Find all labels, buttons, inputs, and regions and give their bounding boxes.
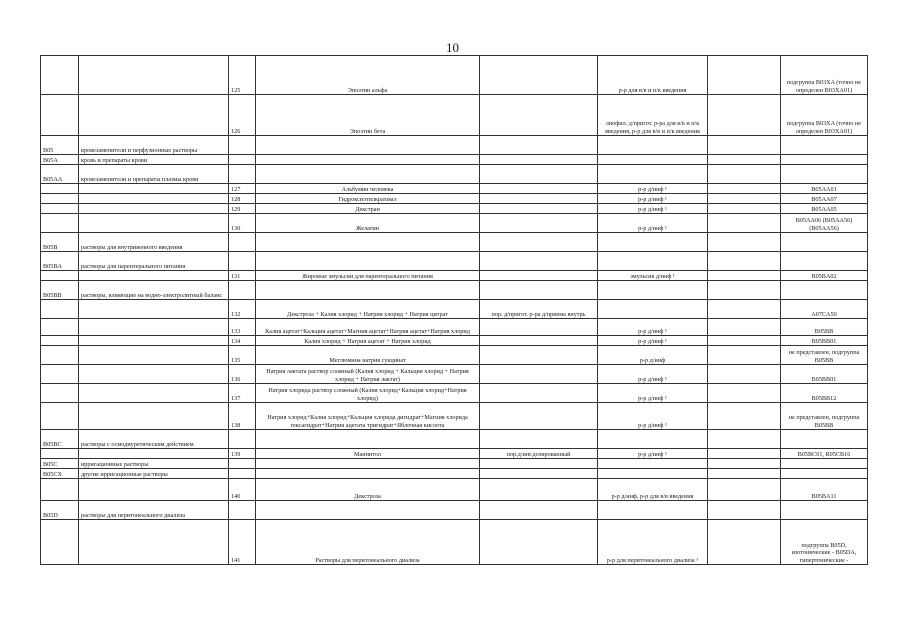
note-cell: B05AA01 <box>781 184 868 194</box>
dosage-form-alt-cell: р-р д/инф ¹ <box>598 204 708 214</box>
note-cell <box>781 155 868 165</box>
atc-group-cell <box>79 403 229 430</box>
drug-name-cell <box>256 430 480 449</box>
atc-code-cell <box>41 300 79 319</box>
drug-name-cell: Растворы для перитонеального диализа <box>256 520 480 565</box>
atc-group-cell <box>79 346 229 365</box>
atc-group-cell <box>79 479 229 501</box>
drug-name-cell: Калия хлорид + Натрия ацетат + Натрия хлорид <box>256 336 480 346</box>
row-number-cell: 131 <box>229 271 256 281</box>
extra-cell <box>708 136 781 155</box>
dosage-form-cell <box>480 384 598 403</box>
note-cell: A07CA50 <box>781 300 868 319</box>
dosage-form-alt-cell: р-р д/инф ¹ <box>598 194 708 204</box>
dosage-form-cell <box>480 136 598 155</box>
note-cell: B05BB <box>781 319 868 336</box>
atc-code-cell <box>41 365 79 384</box>
atc-group-cell <box>79 365 229 384</box>
drug-name-cell <box>256 155 480 165</box>
atc-code-cell: B05CX <box>41 469 79 479</box>
table-row <box>41 271 868 281</box>
dosage-form-cell <box>480 233 598 252</box>
drug-name-cell: Альбумин человека <box>256 184 480 194</box>
drug-name-cell <box>256 165 480 184</box>
extra-cell <box>708 384 781 403</box>
row-number-cell: 139 <box>229 449 256 459</box>
extra-cell <box>708 271 781 281</box>
table-row <box>41 520 868 565</box>
atc-code-cell: B05B <box>41 233 79 252</box>
note-cell: B05AA05 <box>781 204 868 214</box>
note-cell: не представлен, подгруппа B05BB <box>781 403 868 430</box>
row-number-cell: 135 <box>229 346 256 365</box>
atc-group-cell: другие ирригационные растворы <box>79 469 229 479</box>
drug-name-cell: Эпоэтин бета <box>256 95 480 136</box>
atc-code-cell: B05AA <box>41 165 79 184</box>
note-cell <box>781 281 868 300</box>
dosage-form-cell <box>480 194 598 204</box>
drug-name-cell <box>256 233 480 252</box>
drug-name-cell: Маннитол <box>256 449 480 459</box>
row-number-cell <box>229 501 256 520</box>
note-cell <box>781 501 868 520</box>
atc-code-cell <box>41 319 79 336</box>
dosage-form-cell <box>480 184 598 194</box>
table-row <box>41 501 868 520</box>
extra-cell <box>708 194 781 204</box>
row-number-cell <box>229 233 256 252</box>
atc-code-cell <box>41 336 79 346</box>
dosage-form-cell <box>480 403 598 430</box>
table-body <box>41 56 868 565</box>
atc-code-cell <box>41 520 79 565</box>
drug-name-cell <box>256 459 480 469</box>
atc-code-cell <box>41 479 79 501</box>
note-cell <box>781 459 868 469</box>
note-cell: B05BA11 <box>781 479 868 501</box>
atc-group-cell <box>79 204 229 214</box>
note-cell: B05AA07 <box>781 194 868 204</box>
extra-cell <box>708 336 781 346</box>
drug-name-cell: Эпоэтин альфа <box>256 56 480 95</box>
table-row <box>41 403 868 430</box>
atc-code-cell: B05A <box>41 155 79 165</box>
atc-group-cell: растворы для внутривенного введения <box>79 233 229 252</box>
extra-cell <box>708 281 781 300</box>
note-cell <box>781 252 868 271</box>
extra-cell <box>708 403 781 430</box>
atc-group-cell <box>79 214 229 233</box>
dosage-form-cell <box>480 520 598 565</box>
atc-code-cell <box>41 184 79 194</box>
dosage-form-alt-cell: р-р д/инф ¹ <box>598 365 708 384</box>
table-row <box>41 233 868 252</box>
table-row <box>41 336 868 346</box>
table-row <box>41 165 868 184</box>
drug-name-cell <box>256 252 480 271</box>
dosage-form-alt-cell: р-р д/инф ¹ <box>598 319 708 336</box>
atc-code-cell: B05C <box>41 459 79 469</box>
extra-cell <box>708 233 781 252</box>
atc-code-cell <box>41 56 79 95</box>
extra-cell <box>708 365 781 384</box>
drug-list-table <box>40 55 868 565</box>
table-row <box>41 155 868 165</box>
dosage-form-alt-cell: р-р для перитонеального диализа ¹ <box>598 520 708 565</box>
extra-cell <box>708 95 781 136</box>
row-number-cell <box>229 469 256 479</box>
atc-group-cell <box>79 520 229 565</box>
row-number-cell <box>229 136 256 155</box>
dosage-form-alt-cell <box>598 136 708 155</box>
table-row <box>41 194 868 204</box>
drug-name-cell: Меглюмина натрия сукцинат <box>256 346 480 365</box>
note-cell <box>781 430 868 449</box>
atc-code-cell <box>41 194 79 204</box>
atc-code-cell <box>41 384 79 403</box>
table-row <box>41 384 868 403</box>
atc-code-cell: B05BC <box>41 430 79 449</box>
row-number-cell: 129 <box>229 204 256 214</box>
drug-name-cell: Жировые эмульсии для парентерального питания <box>256 271 480 281</box>
dosage-form-cell <box>480 469 598 479</box>
drug-name-cell: Декстран <box>256 204 480 214</box>
atc-code-cell: B05 <box>41 136 79 155</box>
extra-cell <box>708 501 781 520</box>
extra-cell <box>708 520 781 565</box>
atc-group-cell: ирригационные растворы <box>79 459 229 469</box>
dosage-form-cell <box>480 165 598 184</box>
dosage-form-cell: пор.д/инг.дозированный <box>480 449 598 459</box>
table-row <box>41 56 868 95</box>
row-number-cell: 134 <box>229 336 256 346</box>
note-cell: подгруппа B03XA (точно не определен B03XA01) <box>781 95 868 136</box>
dosage-form-cell <box>480 365 598 384</box>
atc-code-cell: B05D <box>41 501 79 520</box>
drug-name-cell: Калия ацетат+Кальция ацетат+Магния ацетат+Натрия ацетат+Натрия хлорид <box>256 319 480 336</box>
drug-name-cell: Натрия хлорид+Калия хлорид+Кальция хлорида дигидрат+Магния хлорида гексагидрат+Натрия ацетата тригидрат+Яблочная кислота <box>256 403 480 430</box>
table-row <box>41 346 868 365</box>
dosage-form-alt-cell <box>598 233 708 252</box>
row-number-cell <box>229 252 256 271</box>
dosage-form-alt-cell: р-р д/инф ¹ <box>598 184 708 194</box>
atc-group-cell <box>79 194 229 204</box>
atc-code-cell <box>41 449 79 459</box>
table-row <box>41 469 868 479</box>
note-cell: B05BC01, R05CB16 <box>781 449 868 459</box>
atc-code-cell <box>41 214 79 233</box>
dosage-form-alt-cell: р-р для в/в и п/к введения <box>598 56 708 95</box>
note-cell: B05BB01 <box>781 365 868 384</box>
dosage-form-cell <box>480 336 598 346</box>
drug-name-cell: Декстроза <box>256 479 480 501</box>
dosage-form-alt-cell <box>598 459 708 469</box>
note-cell: не представлен, подгруппа B05BB <box>781 346 868 365</box>
note-cell: подгруппа B03XA (точно не определен B03XA01) <box>781 56 868 95</box>
extra-cell <box>708 469 781 479</box>
atc-group-cell <box>79 56 229 95</box>
dosage-form-cell <box>480 459 598 469</box>
atc-group-cell <box>79 384 229 403</box>
dosage-form-cell <box>480 501 598 520</box>
table-row <box>41 459 868 469</box>
atc-code-cell: B05BB <box>41 281 79 300</box>
dosage-form-cell <box>480 155 598 165</box>
row-number-cell: 137 <box>229 384 256 403</box>
row-number-cell: 140 <box>229 479 256 501</box>
dosage-form-alt-cell <box>598 469 708 479</box>
row-number-cell: 138 <box>229 403 256 430</box>
extra-cell <box>708 165 781 184</box>
dosage-form-alt-cell <box>598 430 708 449</box>
note-cell <box>781 136 868 155</box>
extra-cell <box>708 319 781 336</box>
extra-cell <box>708 184 781 194</box>
note-cell <box>781 233 868 252</box>
dosage-form-cell: пор. д/пригот. р-ра д/приема внутрь <box>480 300 598 319</box>
extra-cell <box>708 430 781 449</box>
atc-group-cell: кровезаменители и перфузионные растворы <box>79 136 229 155</box>
dosage-form-alt-cell: р-р д/инф, р-р для в/в введения <box>598 479 708 501</box>
drug-name-cell <box>256 136 480 155</box>
table-row <box>41 430 868 449</box>
extra-cell <box>708 252 781 271</box>
dosage-form-alt-cell <box>598 501 708 520</box>
drug-name-cell: Натрия лактата раствор сложный (Калия хлорид + Кальция хлорид + Натрия хлорид + Натрия лактат) <box>256 365 480 384</box>
note-cell: B05AA06 (B05AA56) (B05AA56) <box>781 214 868 233</box>
table-row <box>41 95 868 136</box>
atc-group-cell: кровезаменители и препараты плазмы крови <box>79 165 229 184</box>
note-cell <box>781 469 868 479</box>
drug-name-cell: Декстроза + Калия хлорид + Натрия хлорид + Натрия цитрат <box>256 300 480 319</box>
note-cell: подгруппа B05D, изотонические - B05DA, гипертонические - <box>781 520 868 565</box>
atc-group-cell <box>79 184 229 194</box>
dosage-form-alt-cell: р-р д/инф ¹ <box>598 336 708 346</box>
extra-cell <box>708 346 781 365</box>
dosage-form-alt-cell: р-р д/инф ¹ <box>598 403 708 430</box>
atc-code-cell <box>41 95 79 136</box>
atc-code-cell <box>41 346 79 365</box>
drug-name-cell: Натрия хлорида раствор сложный (Калия хлорид+Кальция хлорид+Натрия хлорид) <box>256 384 480 403</box>
drug-name-cell <box>256 469 480 479</box>
extra-cell <box>708 479 781 501</box>
dosage-form-alt-cell <box>598 155 708 165</box>
atc-group-cell: растворы, влияющие на водно-электролитный баланс <box>79 281 229 300</box>
drug-name-cell: Гидроксиэтилкрахмал <box>256 194 480 204</box>
row-number-cell <box>229 430 256 449</box>
note-cell: B05BB12 <box>781 384 868 403</box>
atc-group-cell <box>79 449 229 459</box>
atc-code-cell: B05BA <box>41 252 79 271</box>
page-number: 10 <box>446 40 459 55</box>
extra-cell <box>708 459 781 469</box>
row-number-cell <box>229 155 256 165</box>
row-number-cell <box>229 281 256 300</box>
dosage-form-cell <box>480 479 598 501</box>
dosage-form-alt-cell: эмульсия д/инф ¹ <box>598 271 708 281</box>
atc-group-cell: растворы для парентерального питания <box>79 252 229 271</box>
dosage-form-cell <box>480 56 598 95</box>
table-row <box>41 281 868 300</box>
table-row <box>41 252 868 271</box>
atc-group-cell <box>79 95 229 136</box>
extra-cell <box>708 449 781 459</box>
dosage-form-cell <box>480 204 598 214</box>
dosage-form-alt-cell: р-р д/инф ¹ <box>598 449 708 459</box>
atc-group-cell <box>79 336 229 346</box>
dosage-form-alt-cell <box>598 252 708 271</box>
extra-cell <box>708 204 781 214</box>
table-row <box>41 319 868 336</box>
dosage-form-alt-cell <box>598 300 708 319</box>
row-number-cell: 127 <box>229 184 256 194</box>
dosage-form-alt-cell <box>598 165 708 184</box>
drug-name-cell <box>256 501 480 520</box>
drug-name-cell <box>256 281 480 300</box>
note-cell: B05BB01 <box>781 336 868 346</box>
drug-name-cell: Желатин <box>256 214 480 233</box>
atc-group-cell: растворы с осмодиуретическим действием <box>79 430 229 449</box>
dosage-form-alt-cell: р-р д/инф <box>598 346 708 365</box>
table-row <box>41 300 868 319</box>
dosage-form-cell <box>480 252 598 271</box>
row-number-cell <box>229 165 256 184</box>
dosage-form-alt-cell <box>598 281 708 300</box>
row-number-cell: 128 <box>229 194 256 204</box>
dosage-form-cell <box>480 271 598 281</box>
dosage-form-cell <box>480 319 598 336</box>
table-row <box>41 136 868 155</box>
extra-cell <box>708 214 781 233</box>
row-number-cell: 133 <box>229 319 256 336</box>
extra-cell <box>708 155 781 165</box>
note-cell: B05BA02 <box>781 271 868 281</box>
atc-code-cell <box>41 204 79 214</box>
dosage-form-cell <box>480 430 598 449</box>
row-number-cell: 125 <box>229 56 256 95</box>
dosage-form-cell <box>480 214 598 233</box>
atc-group-cell <box>79 300 229 319</box>
dosage-form-alt-cell: р-р д/инф ¹ <box>598 214 708 233</box>
row-number-cell: 126 <box>229 95 256 136</box>
dosage-form-alt-cell: лиофил. д/пригот. р-ра для в/в и п/к введения, р-р для в/в и п/к введения <box>598 95 708 136</box>
row-number-cell: 136 <box>229 365 256 384</box>
table-row <box>41 479 868 501</box>
atc-code-cell <box>41 271 79 281</box>
dosage-form-cell <box>480 346 598 365</box>
row-number-cell: 141 <box>229 520 256 565</box>
extra-cell <box>708 300 781 319</box>
row-number-cell: 132 <box>229 300 256 319</box>
table-row <box>41 365 868 384</box>
atc-group-cell <box>79 271 229 281</box>
note-cell <box>781 165 868 184</box>
atc-code-cell <box>41 403 79 430</box>
atc-group-cell: кровь и препараты крови <box>79 155 229 165</box>
row-number-cell <box>229 459 256 469</box>
extra-cell <box>708 56 781 95</box>
row-number-cell: 130 <box>229 214 256 233</box>
table-row <box>41 184 868 194</box>
atc-group-cell: растворы для перитонеального диализа <box>79 501 229 520</box>
dosage-form-alt-cell: р-р д/инф ¹ <box>598 384 708 403</box>
table-row <box>41 204 868 214</box>
atc-group-cell <box>79 319 229 336</box>
dosage-form-cell <box>480 281 598 300</box>
dosage-form-cell <box>480 95 598 136</box>
table-row <box>41 449 868 459</box>
table-row <box>41 214 868 233</box>
